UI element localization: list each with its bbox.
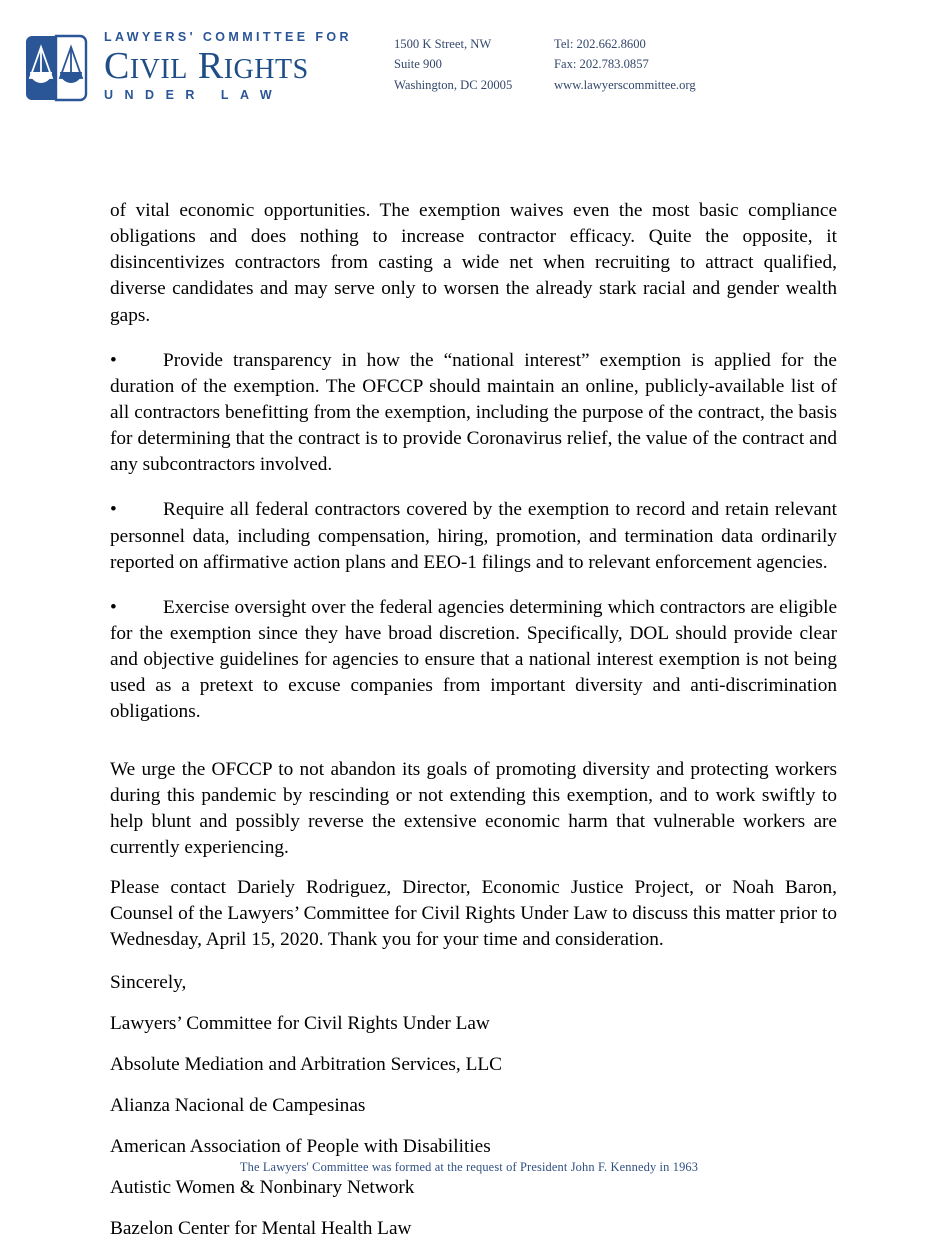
bullet-icon: • <box>110 596 117 618</box>
bullet-icon: • <box>110 349 117 371</box>
phone-line: Tel: 202.662.8600 <box>554 37 646 51</box>
contact-info <box>394 34 814 95</box>
address-line-1: 1500 K Street, NW <box>394 37 492 51</box>
contact-details <box>554 34 814 95</box>
address-line-3: Washington, DC 20005 <box>394 77 513 92</box>
footer-text: The Lawyers' Committee was formed at the request of President John F. Kennedy in 1963 <box>239 1160 699 1174</box>
letter-body <box>110 198 837 1257</box>
contact-address <box>394 34 554 95</box>
page-footer <box>0 1158 946 1176</box>
bullet-text: Exercise oversight over the federal agencies determining which contractors are eligible for the exemption since they have broad discretion. Specifically, DOL should provide clear and objective guidelines for agencies to ensure that a national interest exemption is not being used as a pretext to excuse companies from important diversity and anti-discrimination obligations. <box>110 596 837 723</box>
wordmark-ivil: IVIL <box>129 53 188 85</box>
wordmark-line-main <box>104 46 352 86</box>
bullet-item <box>110 497 837 575</box>
organization-logo <box>22 30 352 103</box>
sign-off: Sincerely, <box>110 971 187 993</box>
closing-paragraph-2: Please contact Dariely Rodriguez, Director, Economic Justice Project, or Noah Baron, Counsel of the Lawyers’ Committee for Civil Rights Under Law to discuss this matter prior to Wednesday, April 15, 2020. Thank you for your time and consideration. <box>110 877 837 951</box>
wordmark-line-bottom: UNDER LAW <box>104 88 284 103</box>
bullet-icon: • <box>110 499 117 521</box>
signatory: Autistic Women & Nonbinary Network <box>110 1176 415 1198</box>
signatory: Alianza Nacional de Campesinas <box>110 1094 366 1116</box>
signatory: Bazelon Center for Mental Health Law <box>110 1217 412 1239</box>
signature-block <box>110 970 837 1242</box>
bullet-text: Require all federal contractors covered by the exemption to record and retain relevant personnel data, including compensation, hiring, promotion, and termination data ordinarily reported on affirmative action plans and EEO-1 filings and to relevant enforcement agencies. <box>110 499 837 573</box>
bullet-text: Provide transparency in how the “national interest” exemption is applied for the duration of the exemption. The OFCCP should maintain an online, publicly-available list of all contractors benefitting from the exemption, including the purpose of the contract, the basis for determining that the contract is to provide Coronavirus relief, the value of the contract and any subcontractors involved. <box>110 349 837 476</box>
wordmark-spacer <box>188 45 198 87</box>
wordmark <box>104 30 352 103</box>
wordmark-r: R <box>197 44 224 87</box>
fax-line: Fax: 202.783.0857 <box>554 57 649 72</box>
address-line-2: Suite 900 <box>394 57 442 72</box>
wordmark-c: C <box>104 44 130 87</box>
wordmark-line-top: LAWYERS' COMMITTEE FOR <box>104 30 352 44</box>
continued-paragraph: of vital economic opportunities. The exemption waives even the most basic compliance obligations and does nothing to increase contractor efficacy. Quite the opposite, it disincentivizes contractors from casting a wide net when recruiting to attract qualified, diverse candidates and may serve only to worsen the already stark racial and gender wealth gaps. <box>110 200 837 326</box>
wordmark-ights: IGHTS <box>223 53 309 85</box>
bullet-item <box>110 348 837 479</box>
scales-of-justice-logo-icon <box>22 34 90 102</box>
website-line[interactable]: www.lawyerscommittee.org <box>554 77 696 92</box>
paragraph-spacer <box>110 745 837 757</box>
bullet-item <box>110 595 837 726</box>
signatory: Absolute Mediation and Arbitration Services, LLC <box>110 1053 502 1075</box>
signatory: Lawyers’ Committee for Civil Rights Under Law <box>110 1012 490 1034</box>
closing-paragraph-1: We urge the OFCCP to not abandon its goals of promoting diversity and protecting workers during this pandemic by rescinding or not extending this exemption, and to work swiftly to help blunt and possibly reverse the extensive economic harm that vulnerable workers are currently experiencing. <box>110 758 837 858</box>
signatory: American Association of People with Disabilities <box>110 1135 491 1157</box>
letterhead <box>0 26 946 116</box>
